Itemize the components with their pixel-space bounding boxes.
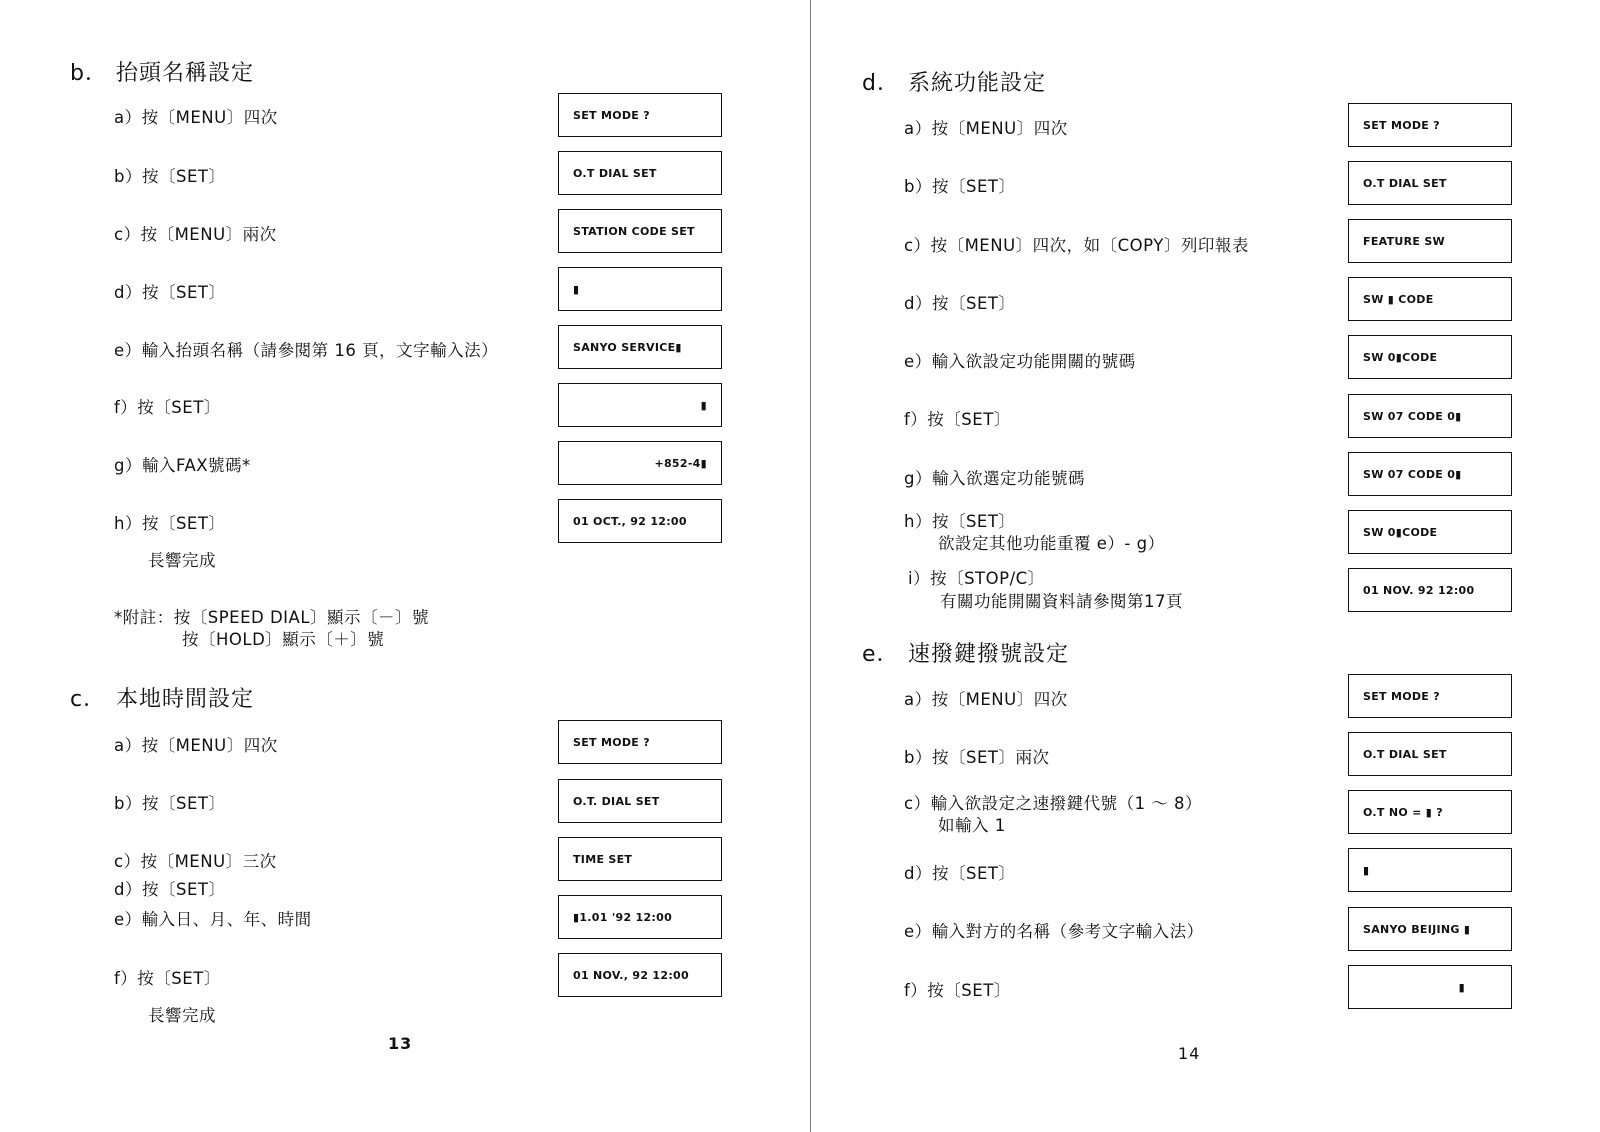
- lcd-display: SW ▮ CODE: [1348, 277, 1512, 321]
- section-b-step-a: a）按〔MENU〕四次: [114, 108, 278, 127]
- section-b-done-text: 長響完成: [148, 551, 216, 570]
- section-b-step-h: h）按〔SET〕: [114, 514, 226, 533]
- lcd-display: +852-4▮: [558, 441, 722, 485]
- section-d-step-i: i）按〔STOP/C〕: [908, 569, 1045, 588]
- section-e-step-b: b）按〔SET〕兩次: [904, 748, 1050, 767]
- section-d-step-a: a）按〔MENU〕四次: [904, 119, 1068, 138]
- section-d-step-h-sub: 欲設定其他功能重覆 e）- g）: [938, 534, 1165, 553]
- section-c-step-f: f）按〔SET〕: [114, 969, 221, 988]
- lcd-display: SET MODE ?: [558, 93, 722, 137]
- footnote-line-2: 按〔HOLD〕顯示〔＋〕號: [182, 630, 385, 649]
- footnote-line-1: *附註：按〔SPEED DIAL〕顯示〔－〕號: [114, 608, 430, 627]
- section-b-step-d: d）按〔SET〕: [114, 283, 226, 302]
- section-b-step-f: f）按〔SET〕: [114, 398, 221, 417]
- section-d-step-e: e）輸入欲設定功能開關的號碼: [904, 352, 1136, 371]
- lcd-display: O.T DIAL SET: [1348, 732, 1512, 776]
- lcd-display: O.T. DIAL SET: [558, 779, 722, 823]
- lcd-display: O.T DIAL SET: [1348, 161, 1512, 205]
- section-b-step-c: c）按〔MENU〕兩次: [114, 225, 277, 244]
- lcd-display: SET MODE ?: [1348, 103, 1512, 147]
- lcd-display: 01 NOV., 92 12:00: [558, 953, 722, 997]
- section-d-step-b: b）按〔SET〕: [904, 177, 1016, 196]
- section-b-step-b: b）按〔SET〕: [114, 167, 226, 186]
- lcd-display: SW 0▮CODE: [1348, 335, 1512, 379]
- lcd-display: ▮: [558, 267, 722, 311]
- section-e-step-c: c）輸入欲設定之速撥鍵代號（1 ～ 8）: [904, 794, 1203, 813]
- section-c-step-c: c）按〔MENU〕三次: [114, 852, 277, 871]
- page-number: 13: [388, 1034, 413, 1053]
- lcd-display: TIME SET: [558, 837, 722, 881]
- lcd-display: FEATURE SW: [1348, 219, 1512, 263]
- lcd-display: 01 OCT., 92 12:00: [558, 499, 722, 543]
- section-b-heading: [70, 56, 254, 87]
- section-e-title: 速撥鍵撥號設定: [908, 642, 1070, 667]
- section-e-letter: e．: [862, 642, 900, 667]
- lcd-display: O.T DIAL SET: [558, 151, 722, 195]
- section-d-letter: d．: [862, 71, 900, 96]
- section-d-step-f: f）按〔SET〕: [904, 410, 1011, 429]
- section-d-step-c: c）按〔MENU〕四次，如〔COPY〕列印報表: [904, 236, 1249, 255]
- lcd-display: SET MODE ?: [1348, 674, 1512, 718]
- lcd-display: SW 07 CODE 0▮: [1348, 452, 1512, 496]
- section-e-step-c-sub: 如輸入 1: [938, 816, 1006, 835]
- section-d-step-g: g）輸入欲選定功能號碼: [904, 469, 1085, 488]
- section-e-step-e: e）輸入對方的名稱（參考文字輸入法）: [904, 922, 1204, 941]
- lcd-display: 01 NOV. 92 12:00: [1348, 568, 1512, 612]
- section-d-title: 系統功能設定: [908, 71, 1047, 96]
- section-e-heading: [862, 637, 1069, 668]
- section-c-step-a: a）按〔MENU〕四次: [114, 736, 278, 755]
- section-c-step-e: e）輸入日、月、年、時間: [114, 910, 312, 929]
- section-b-title: 抬頭名稱設定: [116, 61, 255, 86]
- lcd-display: SW 0▮CODE: [1348, 510, 1512, 554]
- lcd-display: SANYO BEIJING ▮: [1348, 907, 1512, 951]
- lcd-display: O.T NO = ▮ ?: [1348, 790, 1512, 834]
- section-e-step-f: f）按〔SET〕: [904, 981, 1011, 1000]
- section-c-letter: c．: [70, 687, 107, 712]
- section-c-step-d: d）按〔SET〕: [114, 880, 226, 899]
- section-c-done-text: 長響完成: [148, 1006, 216, 1025]
- lcd-display: ▮1.01 '92 12:00: [558, 895, 722, 939]
- section-b-step-g: g）輸入FAX號碼*: [114, 456, 251, 475]
- section-c-step-b: b）按〔SET〕: [114, 794, 226, 813]
- lcd-display: ▮: [1348, 848, 1512, 892]
- lcd-display: ▮: [1348, 965, 1512, 1009]
- page-number: 14: [1178, 1044, 1201, 1063]
- section-e-step-d: d）按〔SET〕: [904, 864, 1016, 883]
- section-b-step-e: e）輸入抬頭名稱（請參閱第 16 頁，文字輸入法）: [114, 341, 499, 360]
- page-14: [812, 0, 1600, 1132]
- lcd-display: SW 07 CODE 0▮: [1348, 394, 1512, 438]
- section-d-step-d: d）按〔SET〕: [904, 294, 1016, 313]
- section-b-letter: b．: [70, 61, 108, 86]
- section-d-step-h: h）按〔SET〕: [904, 512, 1016, 531]
- section-d-step-i-sub: 有關功能開關資料請參閱第17頁: [940, 592, 1183, 611]
- lcd-display: ▮: [558, 383, 722, 427]
- lcd-display: SET MODE ?: [558, 720, 722, 764]
- section-d-heading: [862, 66, 1046, 97]
- lcd-display: SANYO SERVICE▮: [558, 325, 722, 369]
- section-c-heading: [70, 682, 254, 713]
- section-c-title: 本地時間設定: [116, 687, 255, 712]
- lcd-display: STATION CODE SET: [558, 209, 722, 253]
- section-e-step-a: a）按〔MENU〕四次: [904, 690, 1068, 709]
